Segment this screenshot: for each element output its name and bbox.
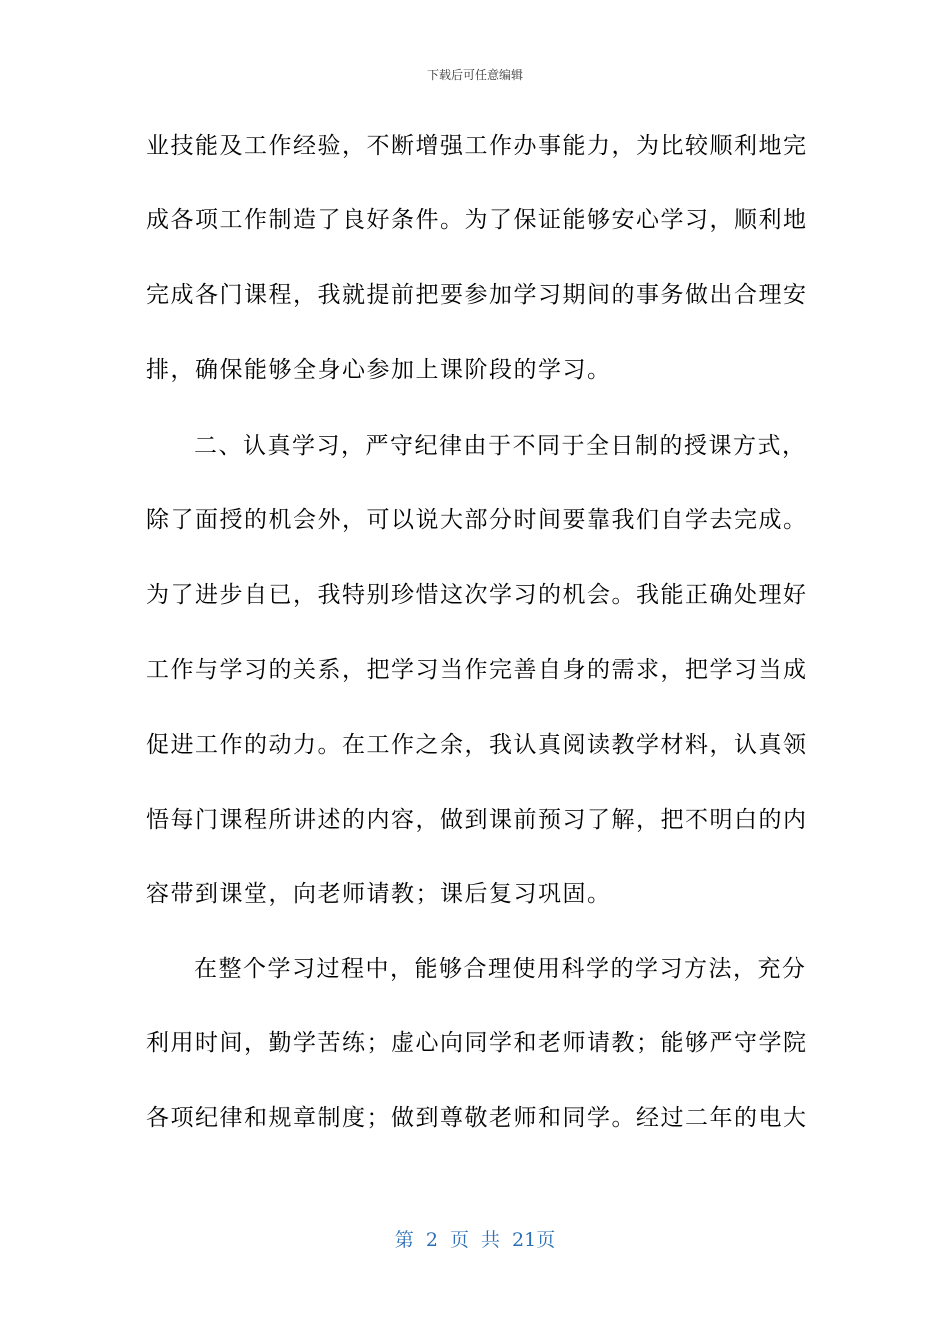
text-line: 除了面授的机会外，可以说大部分时间要靠我们自学去完成。: [146, 507, 808, 533]
text-line: 二、认真学习，严守纪律由于不同于全日制的授课方式，: [194, 433, 807, 459]
header-note: 下载后可任意编辑: [426, 68, 523, 82]
text-line: 悟每门课程所讲述的内容，做到课前预习了解，把不明白的内: [146, 807, 808, 833]
text-line: 在整个学习过程中，能够合理使用科学的学习方法，充分: [194, 956, 807, 982]
text-line: 成各项工作制造了良好条件。为了保证能够安心学习，顺利地: [146, 207, 808, 233]
page-number-footer: 第 2 页 共 21页: [394, 1229, 556, 1251]
text-line: 业技能及工作经验，不断增强工作办事能力，为比较顺利地完: [146, 133, 808, 159]
text-line: 容带到课堂，向老师请教；课后复习巩固。: [146, 881, 612, 907]
text-line: 利用时间，勤学苦练；虚心向同学和老师请教；能够严守学院: [146, 1030, 808, 1056]
text-line: 完成各门课程，我就提前把要参加学习期间的事务做出合理安: [146, 282, 808, 308]
text-line: 工作与学习的关系，把学习当作完善自身的需求，把学习当成: [146, 657, 808, 683]
text-line: 为了进步自已，我特别珍惜这次学习的机会。我能正确处理好: [146, 582, 808, 608]
text-line: 排，确保能够全身心参加上课阶段的学习。: [146, 357, 612, 383]
text-line: 促进工作的动力。在工作之余，我认真阅读教学材料，认真领: [146, 732, 808, 758]
text-line: 各项纪律和规章制度；做到尊敬老师和同学。经过二年的电大: [146, 1105, 808, 1131]
